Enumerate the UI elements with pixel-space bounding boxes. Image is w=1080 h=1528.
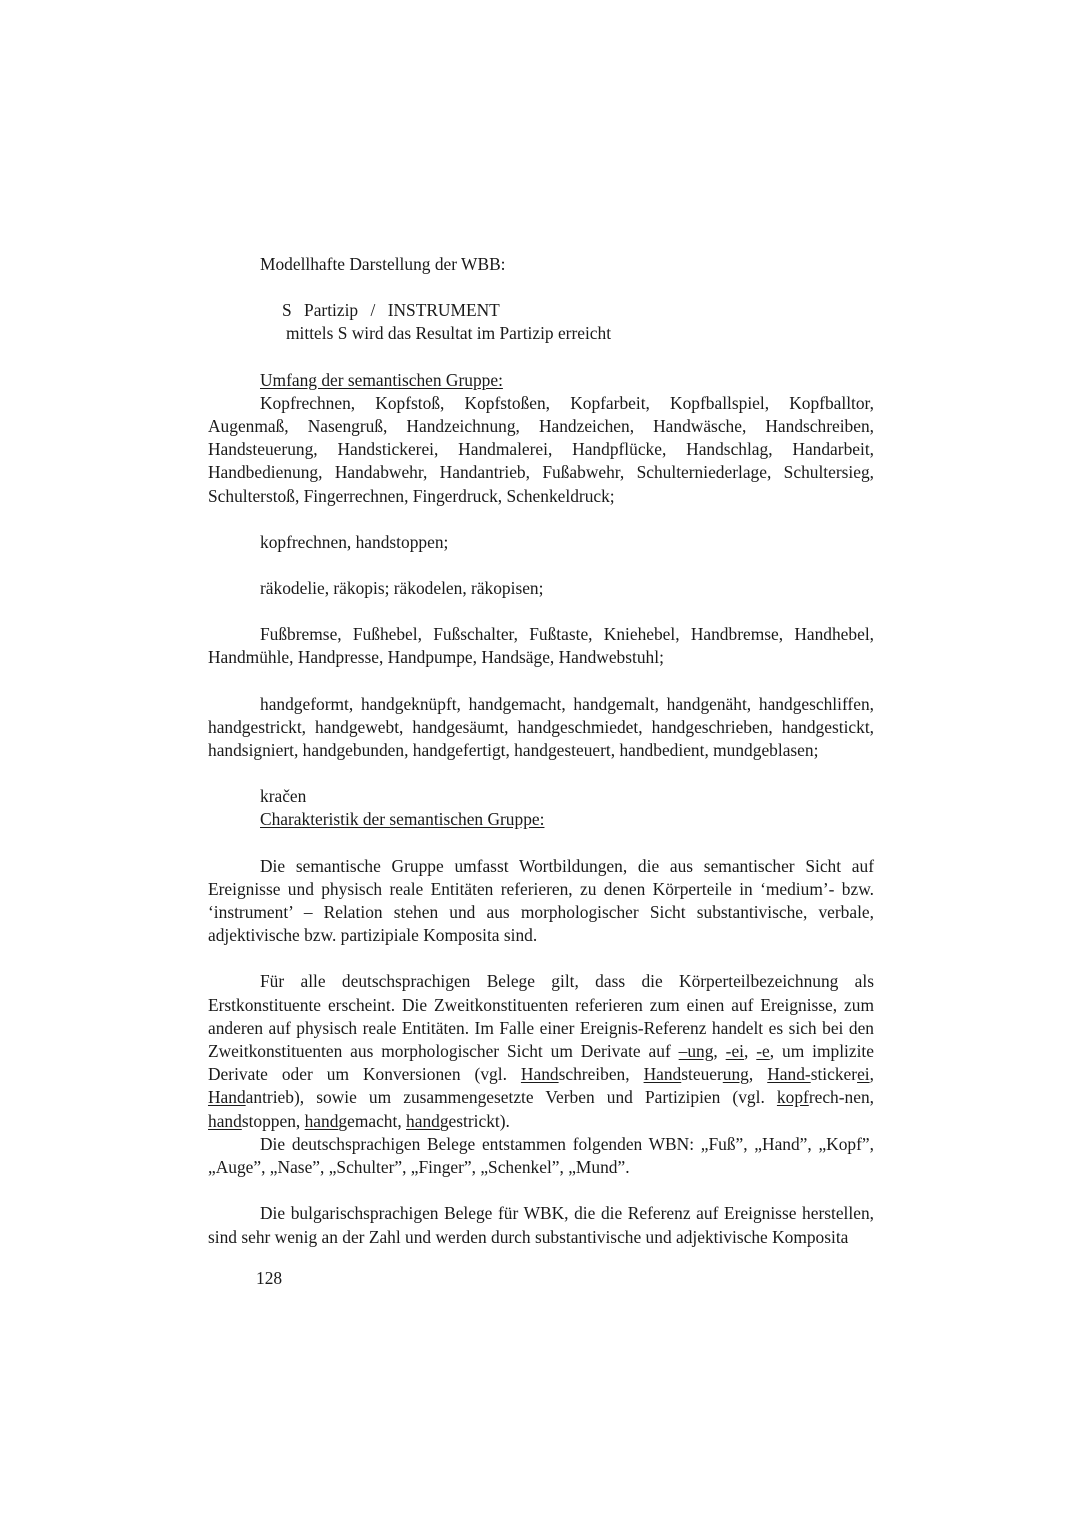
umfang-list-substantive: Kopfrechnen, Kopfstoß, Kopfstoßen, Kopfarbeit, Kopfballspiel, Kopfballtor, Augenmaß, Nasengruß, Handzeichnung, Handzeichen, Handwäsche, Handschreiben, Handsteuerung, Handstickerei, Handmalerei, Handpflücke, Handschlag, Handarbeit, Handbedienung, Handabwehr, Handantrieb, Fußabwehr, Schulterniederlage, Schultersieg, Schulterstoß, Fingerrechnen, Fingerdruck, Schenkeldruck;: [208, 392, 874, 506]
formula-line-2: mittels S wird das Resultat im Partizip erreicht: [286, 323, 612, 344]
charakteristik-paragraph-3: Die deutschsprachigen Belege entstammen folgenden WBN: „Fuß”, „Hand”, „Kopf”, „Auge”, „Nase”, „Schulter”, „Finger”, „Schenkel”, „Mund”.: [208, 1133, 874, 1178]
spacer: [208, 1179, 874, 1202]
formula-line-1: [208, 299, 874, 322]
charakteristik-paragraph-1: Die semantische Gruppe umfasst Wortbildungen, die aus semantischer Sicht auf Ereignisse und physisch reale Entitäten referieren, zu denen Körperteile in ‘medium’- bzw. ‘instrument’ – Relation stehen und aus morphologischer Sicht substantivische, verbale, adjektivische bzw. partizipiale Komposita sind.: [208, 855, 874, 946]
spacer: [208, 947, 874, 970]
formula-instrument: INSTRUMENT: [387, 300, 500, 321]
umfang-list-entities: Fußbremse, Fußhebel, Fußschalter, Fußtaste, Kniehebel, Handbremse, Handhebel, Handmühle, Handpresse, Handpumpe, Handsäge, Handwebstuhl;: [208, 624, 874, 668]
spacer: [208, 670, 874, 693]
page-number: 128: [256, 1268, 283, 1288]
page-body: [208, 253, 874, 1249]
spacer: [208, 832, 874, 855]
spacer: [208, 508, 874, 531]
spacer: [208, 600, 874, 623]
charakteristik-paragraph-4: Die bulgarischsprachigen Belege für WBK, die die Referenz auf Ereignisse herstellen, sind sehr wenig an der Zahl und werden durch substantivische und adjektivische Komposita: [208, 1203, 874, 1247]
spacer: [208, 554, 874, 577]
spacer: [208, 346, 874, 369]
umfang-list-participles: handgeformt, handgeknüpft, handgemacht, handgemalt, handgenäht, handgeschliffen, handgestrickt, handgewebt, handgesäumt, handgeschmiedet, handgeschrieben, handgestickt, handsigniert, handgebunden, handgefertigt, handgesteuert, handbedient, mundgeblasen;: [208, 693, 874, 761]
formula-s: S: [282, 300, 292, 321]
section-heading: Modellhafte Darstellung der WBB:: [260, 254, 506, 274]
spacer: [208, 762, 874, 785]
charakteristik-title: Charakteristik der semantischen Gruppe:: [260, 809, 545, 830]
formula-partizip: Partizip: [304, 300, 359, 321]
umfang-list-kracen: kračen: [260, 786, 307, 807]
spacer: [208, 276, 874, 299]
formula-slash: /: [370, 300, 376, 321]
umfang-title: Umfang der semantischen Gruppe:: [260, 369, 503, 390]
umfang-list-verbs: kopfrechnen, handstoppen;: [260, 531, 449, 552]
charakteristik-paragraph-2: Für alle deutschsprachigen Belege gilt, dass die Körperteilbezeichnung als Erstkonstituente erscheint. Die Zweitkonstituenten referieren zum einen auf Ereignisse, zum anderen auf physisch reale Entitäten. Im Falle einer Ereignis-Referenz handelt es sich bei den Zweitkonstituenten aus morphologischer Sicht um Derivate auf –ung, -ei, -e, um implizite Derivate oder um Konversionen (vgl. Handschreiben, Handsteuerung, Hand-stickerei, Handantrieb), sowie um zusammengesetzte Verben und Partizipien (vgl. kopfrech-nen, handstoppen, handgemacht, handgestrickt).: [208, 971, 874, 1131]
umfang-list-bulgarian: räkodelie, räkopis; räkodelen, räkopisen;: [260, 578, 544, 599]
